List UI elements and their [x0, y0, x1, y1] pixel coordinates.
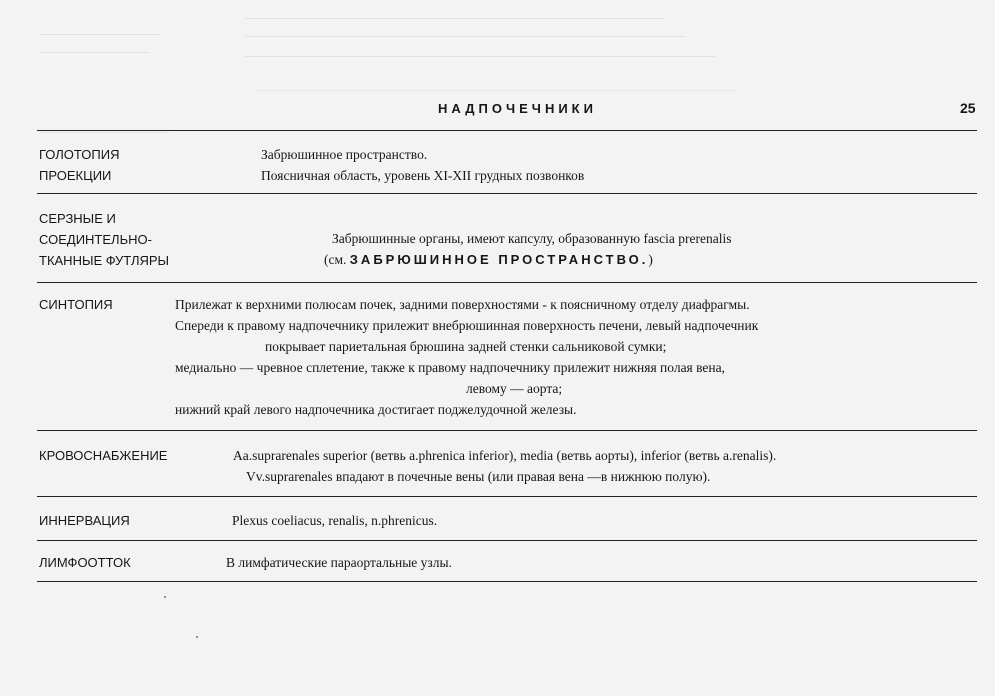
scan-speck — [164, 596, 166, 598]
divider — [37, 130, 977, 131]
arteries-text: Aa.suprarenales superior (ветвь a.phrenica inferior), media (ветвь аорты), inferior (ветвь a.renalis). — [233, 448, 777, 463]
fascia-reference-suffix: ) — [648, 252, 653, 267]
veins-text: Vv.suprarenales впадают в почечные вены (или правая вена —в нижнюю полую). — [246, 469, 711, 484]
divider — [37, 496, 977, 497]
scan-speck — [196, 636, 198, 638]
golotopia-label-line: ГОЛОТОПИЯ — [39, 147, 120, 162]
syntopia-label: СИНТОПИЯ — [39, 297, 113, 312]
bleed-through-mark — [40, 120, 170, 133]
syntopia-line: нижний край левого надпочечника достигает поджелудочной железы. — [175, 402, 577, 417]
fascia-label-line: СОЕДИНТЕЛЬНО- — [39, 232, 152, 247]
innervation-text: Plexus coeliacus, renalis, n.phrenicus. — [232, 513, 438, 528]
syntopia-line: медиально — чревное сплетение, также к правому надпочечнику прилежит нижняя полая вена, — [175, 360, 726, 375]
fascia-label-line: ТКАННЫЕ ФУТЛЯРЫ — [39, 253, 170, 268]
syntopia-line: Спереди к правому надпочечнику прилежит внебрюшинная поверхность печени, левый надпочечник — [175, 318, 759, 333]
projection-text: Поясничная область, уровень XI-XII грудных позвонков — [261, 168, 585, 183]
golotopia-label-line: ПРОЕКЦИИ — [39, 168, 112, 183]
golotopia-text: Забрюшинное пространство. — [261, 147, 428, 162]
fascia-reference — [324, 249, 653, 270]
divider — [37, 193, 977, 194]
innervation-label: ИННЕРВАЦИЯ — [39, 513, 130, 528]
bleed-through-mark — [255, 78, 735, 91]
bleed-through-mark — [245, 24, 685, 37]
page-number: 25 — [960, 100, 976, 116]
syntopia-line: Прилежат к верхними полюсам почек, задними поверхностями - к поясничному отделу диафрагмы. — [175, 297, 750, 312]
bleed-through-mark — [40, 40, 150, 53]
fascia-label-line: СЕРЗНЫЕ И — [39, 211, 116, 226]
divider — [37, 540, 977, 541]
fascia-text: Забрюшинные органы, имеют капсулу, образованную fascia prerenalis — [332, 231, 732, 246]
divider — [37, 282, 977, 283]
syntopia-line: покрывает париетальная брюшина задней стенки сальниковой сумки; — [265, 339, 667, 354]
blood-supply-label: КРОВОСНАБЖЕНИЕ — [39, 448, 168, 463]
bleed-through-mark — [245, 6, 665, 19]
fascia-reference-link: ЗАБРЮШИННОЕ ПРОСТРАНСТВО. — [349, 252, 649, 267]
fascia-reference-prefix: (см. — [324, 252, 347, 267]
divider — [37, 430, 977, 431]
fascia-label — [39, 208, 169, 271]
bleed-through-mark — [245, 44, 715, 57]
page-title: НАДПОЧЕЧНИКИ — [438, 101, 597, 116]
golotopia-label — [39, 144, 119, 186]
syntopia-line: левому — аорта; — [466, 381, 563, 396]
lymph-label: ЛИМФООТТОК — [39, 555, 131, 570]
bleed-through-mark — [40, 22, 160, 35]
divider — [37, 581, 977, 582]
lymph-text: В лимфатические параортальные узлы. — [226, 555, 452, 570]
